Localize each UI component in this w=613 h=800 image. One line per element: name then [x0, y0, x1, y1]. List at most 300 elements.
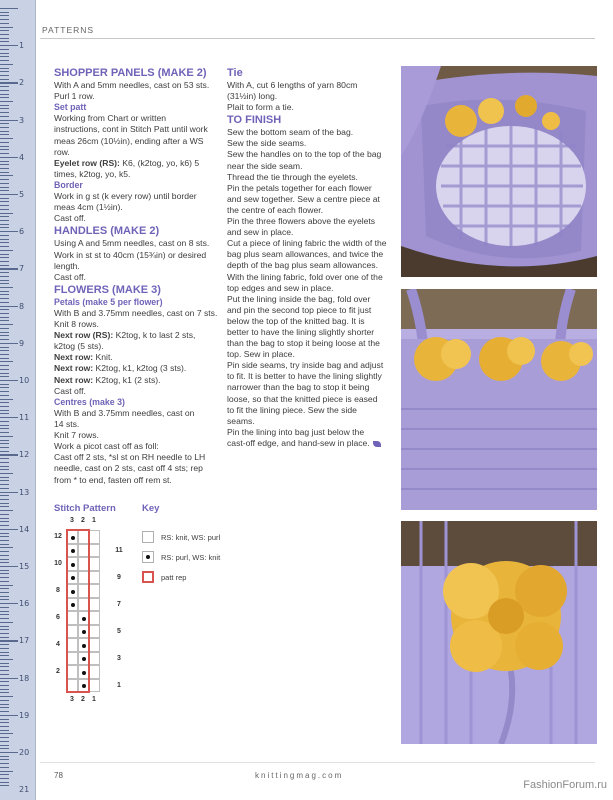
- ruler-tick: [0, 19, 9, 20]
- ruler-tick: [0, 205, 9, 206]
- ruler-tick: [0, 745, 9, 746]
- ruler-tick: [0, 685, 9, 686]
- ruler-number: 14: [19, 524, 30, 534]
- centres-heading: Centres (make 3): [54, 396, 125, 407]
- ruler-tick: [0, 540, 9, 541]
- ruler-tick: [0, 149, 9, 150]
- ruler-tick: [0, 134, 9, 135]
- ruler-tick: [0, 417, 18, 418]
- ruler-tick: [0, 313, 9, 314]
- ruler-tick: [0, 287, 13, 288]
- ruler-tick: [0, 361, 13, 362]
- ruler-tick: [0, 737, 9, 738]
- ruler-tick: [0, 759, 9, 760]
- chart-row-label: 8: [56, 587, 60, 594]
- text-line: from * to end, fasten off rem st.: [54, 474, 172, 485]
- ruler-tick: [0, 637, 9, 638]
- ruler-tick: [0, 410, 9, 411]
- finish-line: near the side seam.: [227, 160, 303, 171]
- shopper-heading: SHOPPER PANELS (MAKE 2): [54, 67, 207, 79]
- ruler-tick: [0, 692, 9, 693]
- ruler-tick: [0, 127, 9, 128]
- ruler-tick: [0, 495, 9, 496]
- ruler-tick: [0, 614, 9, 615]
- chart-row-label: 9: [117, 573, 121, 581]
- site-url: knittingmag.com: [255, 771, 344, 780]
- ruler-number: 4: [19, 152, 25, 162]
- ruler-tick: [0, 451, 9, 452]
- text-line: With B and 3.75mm needles, cast on: [54, 407, 195, 418]
- chart-row-label: 6: [56, 614, 60, 621]
- ruler-tick: [0, 748, 9, 749]
- finish-line: Cut a piece of lining fabric the width of the: [227, 238, 387, 249]
- text-line: Work a picot cast off as foll:: [54, 441, 159, 452]
- ruler-tick: [0, 86, 9, 87]
- chart-cell-knit: [89, 571, 100, 585]
- ruler-tick: [0, 116, 9, 117]
- ruler-tick: [0, 175, 13, 176]
- next-row-label: Next row:: [54, 352, 94, 363]
- ruler-tick: [0, 674, 9, 675]
- ruler-tick: [0, 68, 9, 69]
- finish-line: to fit. It is better to have the lining slightly: [227, 371, 382, 382]
- end-of-pattern-icon: [373, 441, 381, 447]
- ruler-tick: [0, 79, 9, 80]
- finish-line: Sew the side seams.: [227, 138, 307, 149]
- ruler-tick: [0, 23, 9, 24]
- ruler-tick: [0, 157, 18, 158]
- ruler-tick: [0, 785, 9, 786]
- ruler-tick: [0, 265, 9, 266]
- ruler-tick: [0, 376, 9, 377]
- key-label: RS: purl, WS: knit: [161, 552, 221, 562]
- ruler-tick: [0, 332, 9, 333]
- ruler-tick: [0, 771, 13, 772]
- ruler-tick: [0, 153, 9, 154]
- ruler-number: 17: [19, 636, 30, 646]
- ruler-tick: [0, 585, 13, 586]
- ruler-tick: [0, 365, 9, 366]
- ruler-tick: [0, 425, 9, 426]
- ruler-tick: [0, 607, 9, 608]
- ruler-tick: [0, 763, 9, 764]
- ruler-tick: [0, 436, 13, 437]
- ruler-tick: [0, 599, 9, 600]
- finish-line: Pin side seams, try inside bag and adjust: [227, 360, 384, 371]
- ruler-tick: [0, 596, 9, 597]
- ruler-tick: [0, 581, 9, 582]
- ruler: [0, 0, 36, 800]
- finish-line: With the lining fabric, fold over one of the: [227, 271, 383, 282]
- ruler-tick: [0, 570, 9, 571]
- header-divider: [40, 38, 595, 39]
- ruler-tick: [0, 231, 18, 232]
- chart-row-label: 4: [56, 641, 60, 648]
- ruler-tick: [0, 131, 9, 132]
- next-row: [54, 375, 219, 386]
- ruler-tick: [0, 622, 13, 623]
- finish-line: better to have the lining slightly shorter: [227, 326, 375, 337]
- ruler-tick: [0, 354, 9, 355]
- ruler-tick: [0, 633, 9, 634]
- chart-cell-knit: [89, 665, 100, 679]
- ruler-tick: [0, 454, 18, 455]
- finish-line: narrower than the bag to stop it being: [227, 382, 370, 393]
- ruler-tick: [0, 317, 9, 318]
- ruler-tick: [0, 201, 9, 202]
- ruler-tick: [0, 432, 9, 433]
- ruler-tick: [0, 391, 9, 392]
- finish-line: cast-off edge, and hand-sew in place.: [227, 438, 387, 449]
- ruler-tick: [0, 626, 9, 627]
- chart-row-label: 10: [54, 560, 62, 567]
- finish-line: loose, so that the knitted piece is eased: [227, 393, 378, 404]
- chart-row-label: 3: [117, 654, 121, 662]
- ruler-tick: [0, 254, 9, 255]
- ruler-tick: [0, 536, 9, 537]
- next-row-label: Next row:: [54, 363, 94, 374]
- next-row-text: K2tog, k1, k2tog (3 sts).: [93, 363, 187, 374]
- ruler-tick: [0, 644, 9, 645]
- ruler-tick: [0, 328, 9, 329]
- ruler-tick: [0, 56, 9, 57]
- ruler-tick: [0, 198, 9, 199]
- ruler-tick: [0, 172, 9, 173]
- ruler-tick: [0, 592, 9, 593]
- chart-cell-knit: [89, 611, 100, 625]
- key-label: patt rep: [161, 572, 187, 582]
- ruler-tick: [0, 473, 13, 474]
- ruler-number: 11: [19, 413, 30, 423]
- ruler-tick: [0, 715, 18, 716]
- ruler-tick: [0, 384, 9, 385]
- ruler-tick: [0, 767, 9, 768]
- ruler-tick: [0, 719, 9, 720]
- ruler-tick: [0, 183, 9, 184]
- ruler-tick: [0, 756, 9, 757]
- ruler-tick: [0, 689, 9, 690]
- text-line: Knit 7 rows.: [54, 430, 99, 441]
- ruler-tick: [0, 480, 9, 481]
- text-line: With B and 3.75mm needles, cast on 7 sts.: [54, 308, 218, 319]
- ruler-tick: [0, 94, 9, 95]
- ruler-tick: [0, 696, 13, 697]
- tie-heading: Tie: [227, 67, 243, 79]
- ruler-tick: [0, 629, 9, 630]
- ruler-tick: [0, 90, 9, 91]
- next-row-text: K2tog, k to last 2 sts,: [113, 330, 196, 341]
- ruler-tick: [0, 562, 9, 563]
- ruler-tick: [0, 302, 9, 303]
- ruler-tick: [0, 518, 9, 519]
- ruler-tick: [0, 53, 9, 54]
- petals-heading: Petals (make 5 per flower): [54, 296, 163, 307]
- ruler-tick: [0, 477, 9, 478]
- ruler-tick: [0, 82, 18, 83]
- chart-row-label: 7: [117, 600, 121, 608]
- finish-line: Pin the lining into bag just below the: [227, 426, 365, 437]
- text-line: times, k2tog, yo, k5.: [54, 168, 131, 179]
- ruler-tick: [0, 227, 9, 228]
- chart-column-label: 2: [81, 696, 85, 703]
- blank-square-icon: [142, 531, 154, 543]
- ruler-tick: [0, 707, 9, 708]
- chart-row-label: 2: [56, 668, 60, 675]
- finish-line: top. Sew in place.: [227, 349, 295, 360]
- ruler-tick: [0, 666, 9, 667]
- ruler-tick: [0, 659, 13, 660]
- ruler-tick: [0, 369, 9, 370]
- ruler-tick: [0, 235, 9, 236]
- ruler-tick: [0, 726, 9, 727]
- eyelet-text: K6, (k2tog, yo, k6) 5: [119, 157, 200, 168]
- chart-column-label: 3: [70, 517, 74, 524]
- next-row-text: K2tog, k1 (2 sts).: [93, 374, 161, 385]
- next-row-text: Knit.: [93, 352, 113, 363]
- text-line: Cast off.: [54, 213, 86, 224]
- text-line: length.: [54, 260, 80, 271]
- ruler-tick: [0, 257, 9, 258]
- chart-column-label: 3: [70, 696, 74, 703]
- ruler-tick: [0, 339, 9, 340]
- ruler-tick: [0, 611, 9, 612]
- ruler-tick: [0, 733, 13, 734]
- photo-bag-lining: [401, 66, 597, 277]
- ruler-tick: [0, 711, 9, 712]
- chart-column-label: 1: [92, 696, 96, 703]
- chart-row-label: 5: [117, 627, 121, 635]
- chart-cell-knit: [89, 544, 100, 558]
- ruler-tick: [0, 648, 9, 649]
- ruler-tick: [0, 529, 18, 530]
- key-title: Key: [142, 503, 160, 514]
- flowers-heading: FLOWERS (MAKE 3): [54, 283, 161, 296]
- ruler-tick: [0, 406, 9, 407]
- ruler-tick: [0, 209, 9, 210]
- ruler-tick: [0, 213, 13, 214]
- next-row: [54, 330, 219, 341]
- finish-line: and pin the second top piece to fit just: [227, 304, 372, 315]
- ruler-tick: [0, 343, 18, 344]
- ruler-tick: [0, 49, 9, 50]
- ruler-tick: [0, 782, 9, 783]
- ruler-tick: [0, 514, 9, 515]
- text-line: 14 sts.: [54, 419, 80, 430]
- ruler-tick: [0, 276, 9, 277]
- chart-column-label: 1: [92, 517, 96, 524]
- text-line: Using A and 5mm needles, cast on 8 sts.: [54, 238, 210, 249]
- ruler-number: 9: [19, 338, 25, 348]
- chart-cell-knit: [89, 530, 100, 544]
- ruler-tick: [0, 506, 9, 507]
- eyelet-row: [54, 158, 219, 169]
- ruler-tick: [0, 358, 9, 359]
- ruler-tick: [0, 120, 18, 121]
- ruler-tick: [0, 194, 18, 195]
- ruler-tick: [0, 272, 9, 273]
- ruler-tick: [0, 298, 9, 299]
- ruler-tick: [0, 161, 9, 162]
- chart-cell-knit: [89, 652, 100, 666]
- text-line: k2tog (5 sts).: [54, 341, 104, 352]
- ruler-tick: [0, 462, 9, 463]
- ruler-tick: [0, 559, 9, 560]
- ruler-tick: [0, 551, 9, 552]
- ruler-tick: [0, 655, 9, 656]
- chart-column-label: 2: [81, 517, 85, 524]
- ruler-tick: [0, 112, 9, 113]
- ruler-tick: [0, 38, 9, 39]
- finish-line: Put the lining inside the bag, fold over: [227, 293, 371, 304]
- chart-cell-knit: [89, 679, 100, 693]
- ruler-number: 1: [19, 41, 25, 51]
- ruler-tick: [0, 164, 9, 165]
- finish-line: than the bag to stop it being loose at the: [227, 338, 380, 349]
- ruler-tick: [0, 12, 9, 13]
- ruler-tick: [0, 387, 9, 388]
- finish-line: Sew the bottom seam of the bag.: [227, 127, 354, 138]
- ruler-tick: [0, 97, 9, 98]
- ruler-tick: [0, 413, 9, 414]
- text-line: Working from Chart or written: [54, 113, 167, 124]
- ruler-tick: [0, 488, 9, 489]
- ruler-tick: [0, 678, 18, 679]
- key-label: RS: knit, WS: purl: [161, 532, 221, 542]
- ruler-tick: [0, 220, 9, 221]
- ruler-number: 5: [19, 190, 25, 199]
- section-label: PATTERNS: [42, 25, 95, 35]
- text-line: With A, cut 6 lengths of yarn 80cm: [227, 80, 358, 90]
- ruler-tick: [0, 544, 9, 545]
- chart-cell-knit: [89, 638, 100, 652]
- ruler-tick: [0, 741, 9, 742]
- ruler-tick: [0, 484, 9, 485]
- ruler-tick: [0, 30, 9, 31]
- text-line: With A and 5mm needles, cast on 53 sts.: [54, 80, 210, 90]
- text-line: Cast off.: [54, 385, 86, 396]
- key-item-repeat: [142, 571, 186, 583]
- ruler-tick: [0, 428, 9, 429]
- text-line: Purl 1 row.: [54, 91, 95, 102]
- text-line: instructions, cont in Stitch Patt until work: [54, 124, 208, 135]
- text-line: meas 26cm (10½in), ending after a WS row.: [54, 135, 204, 157]
- ruler-tick: [0, 123, 9, 124]
- ruler-number: 15: [19, 562, 30, 571]
- ruler-number: 7: [19, 264, 25, 274]
- ruler-tick: [0, 60, 9, 61]
- ruler-tick: [0, 618, 9, 619]
- ruler-tick: [0, 268, 18, 269]
- ruler-tick: [0, 8, 18, 9]
- ruler-tick: [0, 261, 9, 262]
- ruler-tick: [0, 280, 9, 281]
- ruler-tick: [0, 443, 9, 444]
- ruler-tick: [0, 15, 9, 16]
- ruler-tick: [0, 778, 9, 779]
- chart-cell-knit: [89, 625, 100, 639]
- ruler-tick: [0, 499, 9, 500]
- eyelet-label: Eyelet row (RS):: [54, 157, 120, 168]
- ruler-tick: [0, 250, 13, 251]
- text-line: Cast off.: [54, 271, 86, 282]
- chart-cell-knit: [89, 598, 100, 612]
- ruler-number: 10: [19, 376, 30, 385]
- ruler-tick: [0, 402, 9, 403]
- ruler-tick: [0, 752, 18, 753]
- ruler-tick: [0, 458, 9, 459]
- ruler-tick: [0, 421, 9, 422]
- ruler-tick: [0, 187, 9, 188]
- photo-bag-flowers: [401, 289, 597, 510]
- ruler-tick: [0, 566, 18, 567]
- ruler-tick: [0, 350, 9, 351]
- ruler-tick: [0, 142, 9, 143]
- finish-line: Pin the three flowers above the eyelets: [227, 216, 376, 227]
- watermark: FashionForum.ru: [523, 779, 607, 791]
- text-line: (31½in) long.: [227, 91, 278, 102]
- page-number: 78: [54, 771, 63, 780]
- ruler-number: 18: [19, 673, 30, 683]
- ruler-tick: [0, 246, 9, 247]
- handles-heading: HANDLES (MAKE 2): [54, 225, 160, 238]
- ruler-tick: [0, 573, 9, 574]
- chart-row-label: 12: [54, 533, 62, 540]
- text-line: Work in st st to 40cm (15¾in) or desired: [54, 249, 207, 260]
- repeat-box-icon: [142, 571, 154, 583]
- column-middle: [227, 66, 387, 449]
- finish-instructions: [227, 127, 387, 449]
- ruler-tick: [0, 27, 13, 28]
- ruler-tick: [0, 291, 9, 292]
- column-left: [54, 66, 219, 486]
- ruler-tick: [0, 774, 9, 775]
- ruler-number: 6: [19, 227, 25, 237]
- ruler-number: 3: [19, 115, 25, 125]
- finish-line: and sew in place.: [227, 227, 294, 238]
- ruler-tick: [0, 521, 9, 522]
- ruler-tick: [0, 168, 9, 169]
- finish-line: Sew the handles on to the top of the bag: [227, 149, 382, 160]
- ruler-tick: [0, 146, 9, 147]
- finish-line: Thread the tie through the eyelets.: [227, 171, 358, 182]
- ruler-tick: [0, 399, 13, 400]
- chart-cell-knit: [89, 584, 100, 598]
- chart-row-label: 1: [117, 681, 121, 689]
- ruler-tick: [0, 700, 9, 701]
- dot-square-icon: [142, 551, 154, 563]
- ruler-tick: [0, 547, 13, 548]
- ruler-tick: [0, 34, 9, 35]
- ruler-tick: [0, 41, 9, 42]
- ruler-tick: [0, 347, 9, 348]
- ruler-tick: [0, 320, 9, 321]
- ruler-tick: [0, 670, 9, 671]
- next-row-label: Next row (RS):: [54, 330, 114, 341]
- ruler-tick: [0, 306, 18, 307]
- ruler-tick: [0, 466, 9, 467]
- next-row: [54, 363, 219, 374]
- ruler-tick: [0, 179, 9, 180]
- ruler-tick: [0, 555, 9, 556]
- ruler-number: 13: [19, 487, 30, 497]
- next-row-label: Next row:: [54, 374, 94, 385]
- key-item-knit: [142, 531, 220, 543]
- ruler-tick: [0, 239, 9, 240]
- ruler-tick: [0, 503, 9, 504]
- ruler-tick: [0, 603, 18, 604]
- ruler-number: 21: [19, 785, 30, 795]
- next-row: [54, 352, 219, 363]
